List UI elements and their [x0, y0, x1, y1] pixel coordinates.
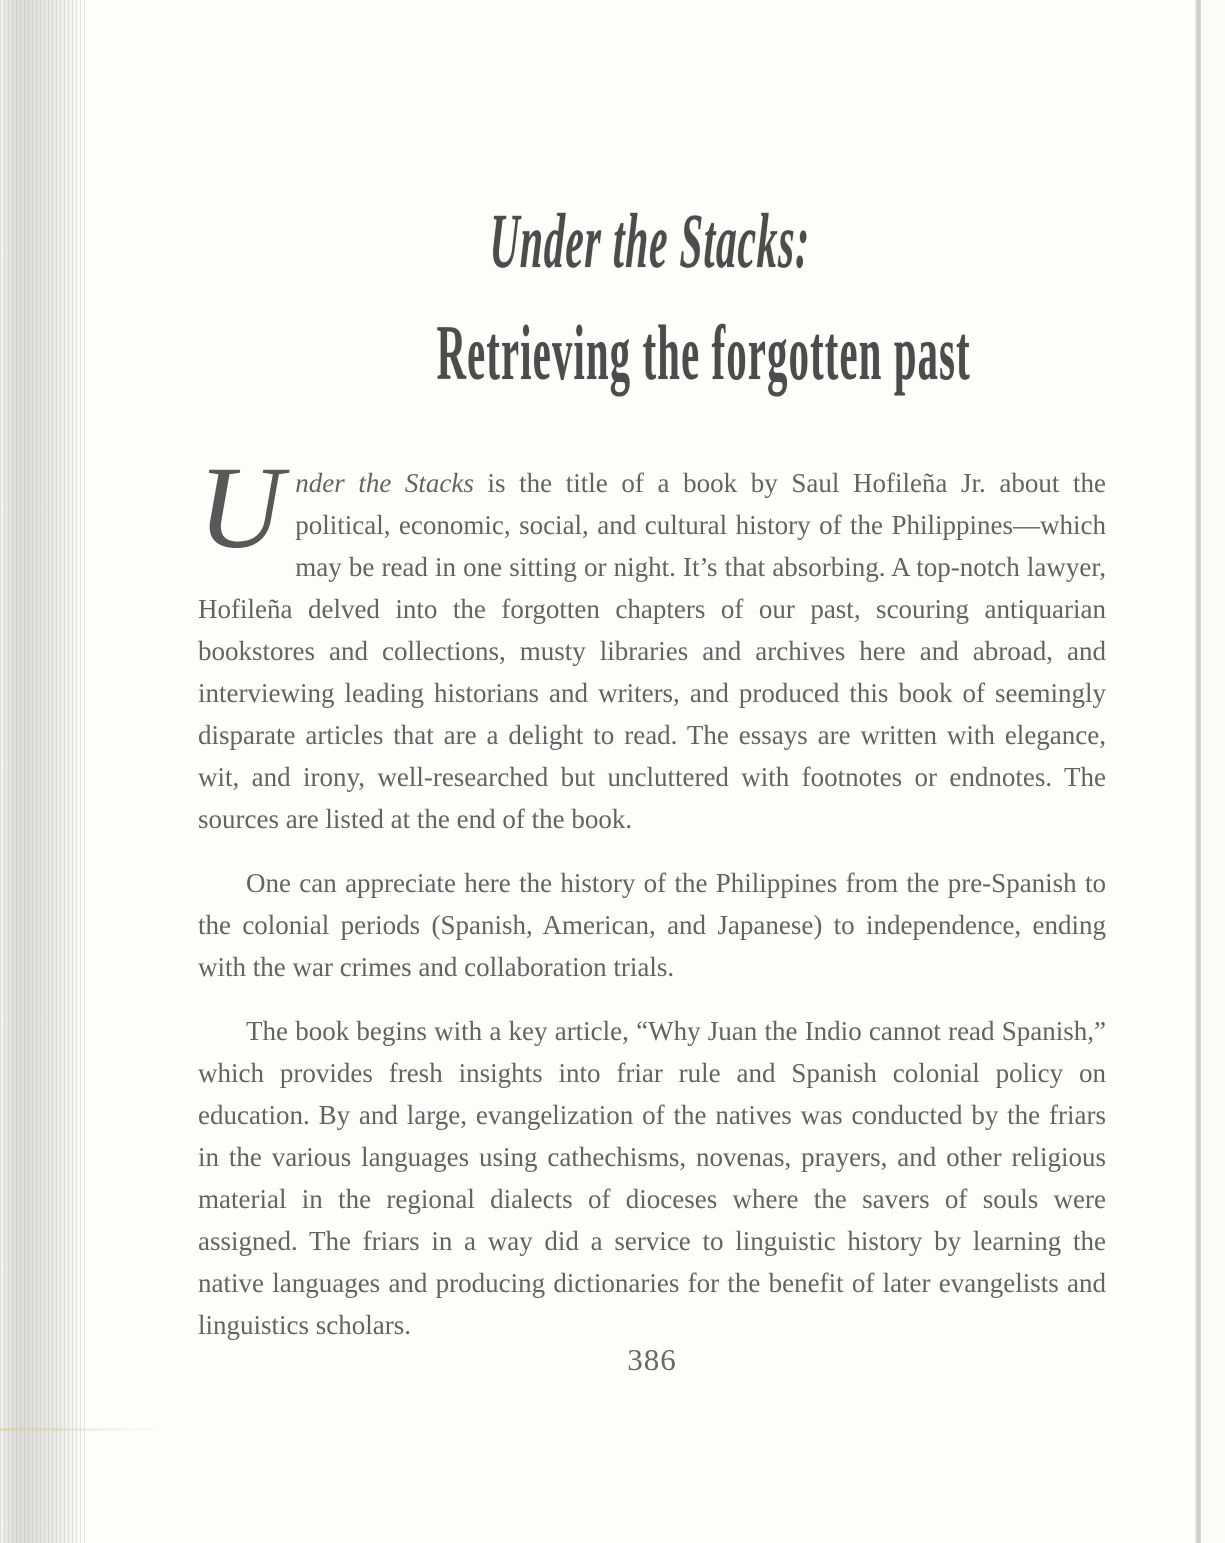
paragraph-1: [198, 442, 1107, 840]
paragraph-3: The book begins with a key article, “Why Juan the Indio cannot read Spanish,” which provides fresh insights into friar rule and Spanish colonial policy on education. By and large, evangelization of the natives was conducted by the friars in the various languages using cathechisms, novenas, prayers, and other religious material in the regional dialects of dioceses where the savers of souls were assigned. The friars in a way did a service to linguistic history by learning the native languages and producing dictionaries for the benefit of later evangelists and linguistics scholars.: [198, 1016, 1106, 1340]
chapter-title: [190, 199, 1110, 397]
dropcap-letter: U: [198, 442, 284, 573]
paragraph-2: One can appreciate here the history of the Philippines from the pre-Spanish to the colonial periods (Spanish, American, and Japanese) to independence, ending with the war crimes and collaboration trials.: [198, 868, 1106, 982]
article-body: [198, 442, 1107, 1346]
book-title-italic-lead: nder the Stacks: [295, 468, 474, 498]
scan-artifact-line: [0, 1428, 170, 1431]
book-page-edges-texture: [0, 0, 88, 1543]
chapter-title-line1: Under the Stacks:: [488, 197, 812, 285]
chapter-title-line2: Retrieving the forgotten past: [436, 309, 971, 397]
paragraph-1-text: is the title of a book by Saul Hofileña Jr. about the political, economic, social, and cultural history of the Philippines—which may be read in one sitting or night. It’s that absorbing. A top-notch lawyer, Hofileña delved into the forgotten chapters of our past, scouring antiquarian bookstores and collections, musty libraries and archives here and abroad, and interviewing leading historians and writers, and produced this book of seemingly disparate articles that are a delight to read. The essays are written with elegance, wit, and irony, well-researched but uncluttered with footnotes or endnotes. The sources are listed at the end of the book.: [198, 468, 1107, 834]
page-edge-shadow: [1195, 0, 1201, 1543]
page-number: 386: [627, 1342, 677, 1377]
scanner-background: [1201, 0, 1225, 1543]
